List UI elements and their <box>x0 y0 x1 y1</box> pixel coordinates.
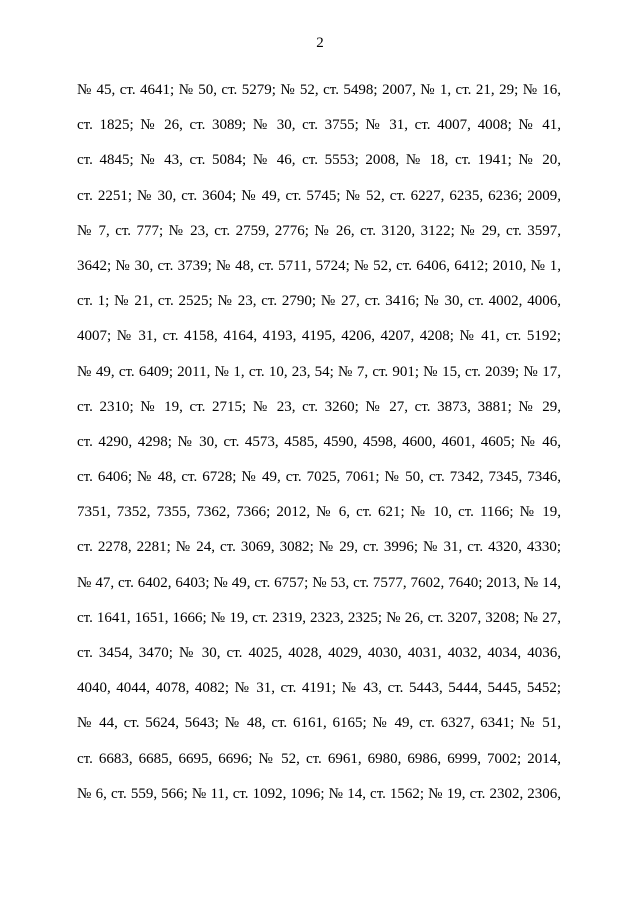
text-line: № 6, ст. 559, 566; № 11, ст. 1092, 1096; № 14, ст. 1562; № 19, ст. 2302, 2306, <box>77 785 561 802</box>
text-line: ст. 6406; № 48, ст. 6728; № 49, ст. 7025, 7061; № 50, ст. 7342, 7345, 7346, <box>77 469 561 486</box>
text-line: 4007; № 31, ст. 4158, 4164, 4193, 4195, 4206, 4207, 4208; № 41, ст. 5192; <box>77 328 561 345</box>
text-line: 4040, 4044, 4078, 4082; № 31, ст. 4191; № 43, ст. 5443, 5444, 5445, 5452; <box>77 680 561 697</box>
text-line: № 49, ст. 6409; 2011, № 1, ст. 10, 23, 54; № 7, ст. 901; № 15, ст. 2039; № 17, <box>77 363 561 380</box>
text-line: ст. 1825; № 26, ст. 3089; № 30, ст. 3755; № 31, ст. 4007, 4008; № 41, <box>77 117 561 134</box>
body-text <box>77 78 561 817</box>
page-number: 2 <box>316 35 324 51</box>
text-line: ст. 1641, 1651, 1666; № 19, ст. 2319, 2323, 2325; № 26, ст. 3207, 3208; № 27, <box>77 609 561 626</box>
text-line: № 45, ст. 4641; № 50, ст. 5279; № 52, ст. 5498; 2007, № 1, ст. 21, 29; № 16, <box>77 82 561 98</box>
text-line: 7351, 7352, 7355, 7362, 7366; 2012, № 6, ст. 621; № 10, ст. 1166; № 19, <box>77 504 561 521</box>
text-line: ст. 2278, 2281; № 24, ст. 3069, 3082; № 29, ст. 3996; № 31, ст. 4320, 4330; <box>77 539 561 556</box>
text-line: ст. 3454, 3470; № 30, ст. 4025, 4028, 4029, 4030, 4031, 4032, 4034, 4036, <box>77 645 561 661</box>
text-line: № 44, ст. 5624, 5643; № 48, ст. 6161, 6165; № 49, ст. 6327, 6341; № 51, <box>77 715 561 732</box>
text-line: № 7, ст. 777; № 23, ст. 2759, 2776; № 26, ст. 3120, 3122; № 29, ст. 3597, <box>77 222 561 239</box>
text-line: 3642; № 30, ст. 3739; № 48, ст. 5711, 5724; № 52, ст. 6406, 6412; 2010, № 1, <box>77 257 561 274</box>
text-line: ст. 2251; № 30, ст. 3604; № 49, ст. 5745; № 52, ст. 6227, 6235, 6236; 2009, <box>77 187 561 204</box>
text-line: ст. 4845; № 43, ст. 5084; № 46, ст. 5553; 2008, № 18, ст. 1941; № 20, <box>77 152 561 169</box>
text-line: ст. 1; № 21, ст. 2525; № 23, ст. 2790; № 27, ст. 3416; № 30, ст. 4002, 4006, <box>77 293 561 310</box>
text-line: ст. 6683, 6685, 6695, 6696; № 52, ст. 6961, 6980, 6986, 6999, 7002; 2014, <box>77 750 561 767</box>
text-line: ст. 2310; № 19, ст. 2715; № 23, ст. 3260; № 27, ст. 3873, 3881; № 29, <box>77 398 561 415</box>
text-line: № 47, ст. 6402, 6403; № 49, ст. 6757; № 53, ст. 7577, 7602, 7640; 2013, № 14, <box>77 574 561 591</box>
text-line: ст. 4290, 4298; № 30, ст. 4573, 4585, 4590, 4598, 4600, 4601, 4605; № 46, <box>77 433 561 450</box>
